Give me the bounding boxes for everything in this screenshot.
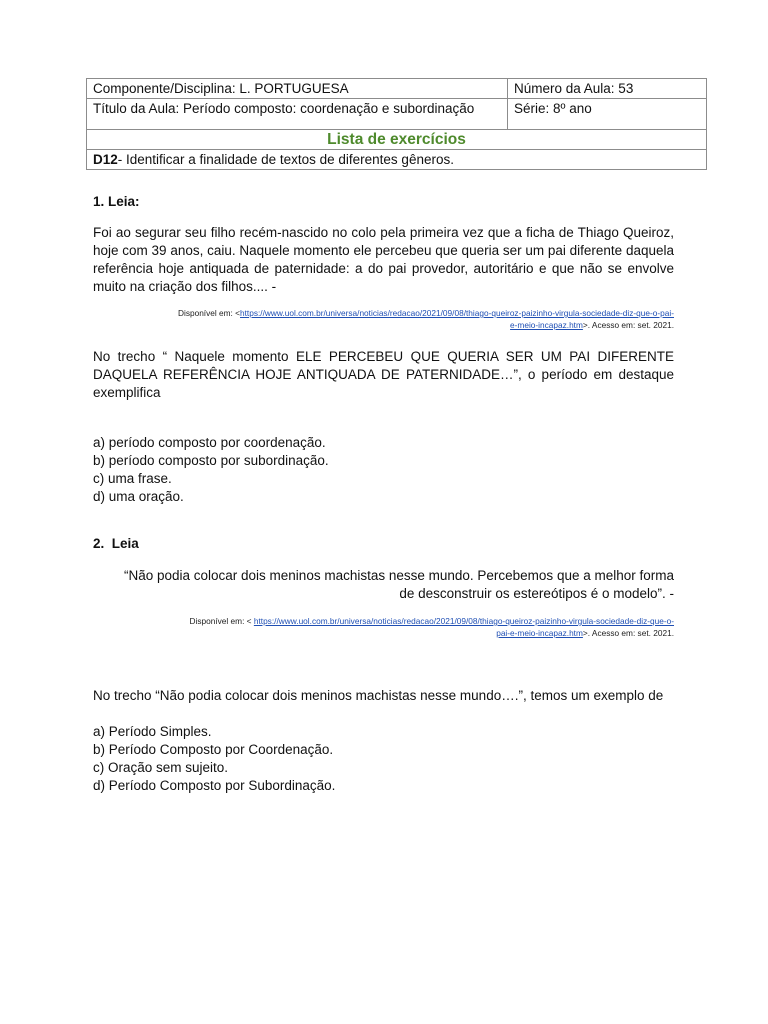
discipline-cell: Componente/Disciplina: L. PORTUGUESA bbox=[87, 79, 508, 99]
q2-option-a: a) Período Simples. bbox=[93, 724, 212, 739]
lesson-title-cell: Título da Aula: Período composto: coordenação e subordinação bbox=[87, 99, 508, 130]
q2-options bbox=[93, 723, 674, 795]
q2-number: 2. bbox=[93, 536, 105, 551]
q1-prompt: No trecho “ Naquele momento ELE PERCEBEU QUE QUERIA SER UM PAI DIFERENTE DAQUELA REFERÊNCIA HOJE ANTIQUADA DE PATERNIDADE…”, o período em destaque exemplifica bbox=[93, 349, 674, 400]
q1-heading: 1. Leia: bbox=[93, 194, 140, 209]
q1-source bbox=[93, 307, 674, 331]
q1-source-link-cont[interactable]: e-meio-incapaz.htm bbox=[510, 320, 583, 330]
lesson-number-cell: Número da Aula: 53 bbox=[508, 79, 707, 99]
q2-source-suffix: >. Acesso em: set. 2021. bbox=[582, 628, 674, 638]
descriptor-code: D12 bbox=[93, 152, 118, 167]
q2-source-link-cont[interactable]: pai-e-meio-incapaz.htm bbox=[496, 628, 583, 638]
q2-heading bbox=[93, 535, 674, 553]
q2-source-link[interactable]: https://www.uol.com.br/universa/noticias/redacao/2021/09/08/thiago-queiroz-paizinho-virgula-sociedade-diz-que-o- bbox=[253, 616, 674, 626]
q2-quote-line1: “Não podia colocar dois meninos machistas nesse mundo. Percebemos que a melhor forma bbox=[123, 568, 674, 583]
q1-text: Foi ao segurar seu filho recém-nascido no colo pela primeira vez que a ficha de Thiago Queiroz, hoje com 39 anos, caiu. Naquele momento ele percebeu que queria ser um pai diferente daquela referência hoje antiquada de paternidade: a do pai provedor, autoritário e que não se envolve muito na criação dos filhos.... - bbox=[93, 225, 674, 294]
q1-source-link[interactable]: https://www.uol.com.br/universa/noticias/redacao/2021/09/08/thiago-queiroz-paizinho-virgula-sociedade-diz-que-o-pai- bbox=[240, 308, 674, 318]
q1-option-d: d) uma oração. bbox=[93, 489, 184, 504]
descriptor-text: - Identificar a finalidade de textos de diferentes gêneros. bbox=[117, 152, 454, 167]
grade-cell: Série: 8º ano bbox=[508, 99, 707, 130]
q1-option-b: b) período composto por subordinação. bbox=[93, 453, 329, 468]
exercise-list-title: Lista de exercícios bbox=[87, 130, 707, 150]
lesson-header-table bbox=[86, 78, 707, 170]
q2-option-b: b) Período Composto por Coordenação. bbox=[93, 742, 334, 757]
q2-heading-text: Leia bbox=[111, 536, 139, 551]
q2-source bbox=[93, 615, 674, 639]
q1-option-c: c) uma frase. bbox=[93, 471, 172, 486]
q2-quote-line2: de desconstruir os estereótipos é o modelo”. - bbox=[399, 586, 674, 601]
q2-quote bbox=[93, 567, 674, 603]
q1-options bbox=[93, 434, 674, 506]
q2-option-d: d) Período Composto por Subordinação. bbox=[93, 778, 336, 793]
q2-prompt: No trecho “Não podia colocar dois meninos machistas nesse mundo….”, temos um exemplo de bbox=[93, 688, 664, 703]
q1-option-a: a) período composto por coordenação. bbox=[93, 435, 326, 450]
q1-source-prefix: Disponível em: < bbox=[177, 308, 241, 318]
q2-option-c: c) Oração sem sujeito. bbox=[93, 760, 229, 775]
descriptor-cell bbox=[87, 150, 707, 170]
q2-source-prefix: Disponível em: < bbox=[189, 616, 254, 626]
q1-source-suffix: >. Acesso em: set. 2021. bbox=[582, 320, 674, 330]
